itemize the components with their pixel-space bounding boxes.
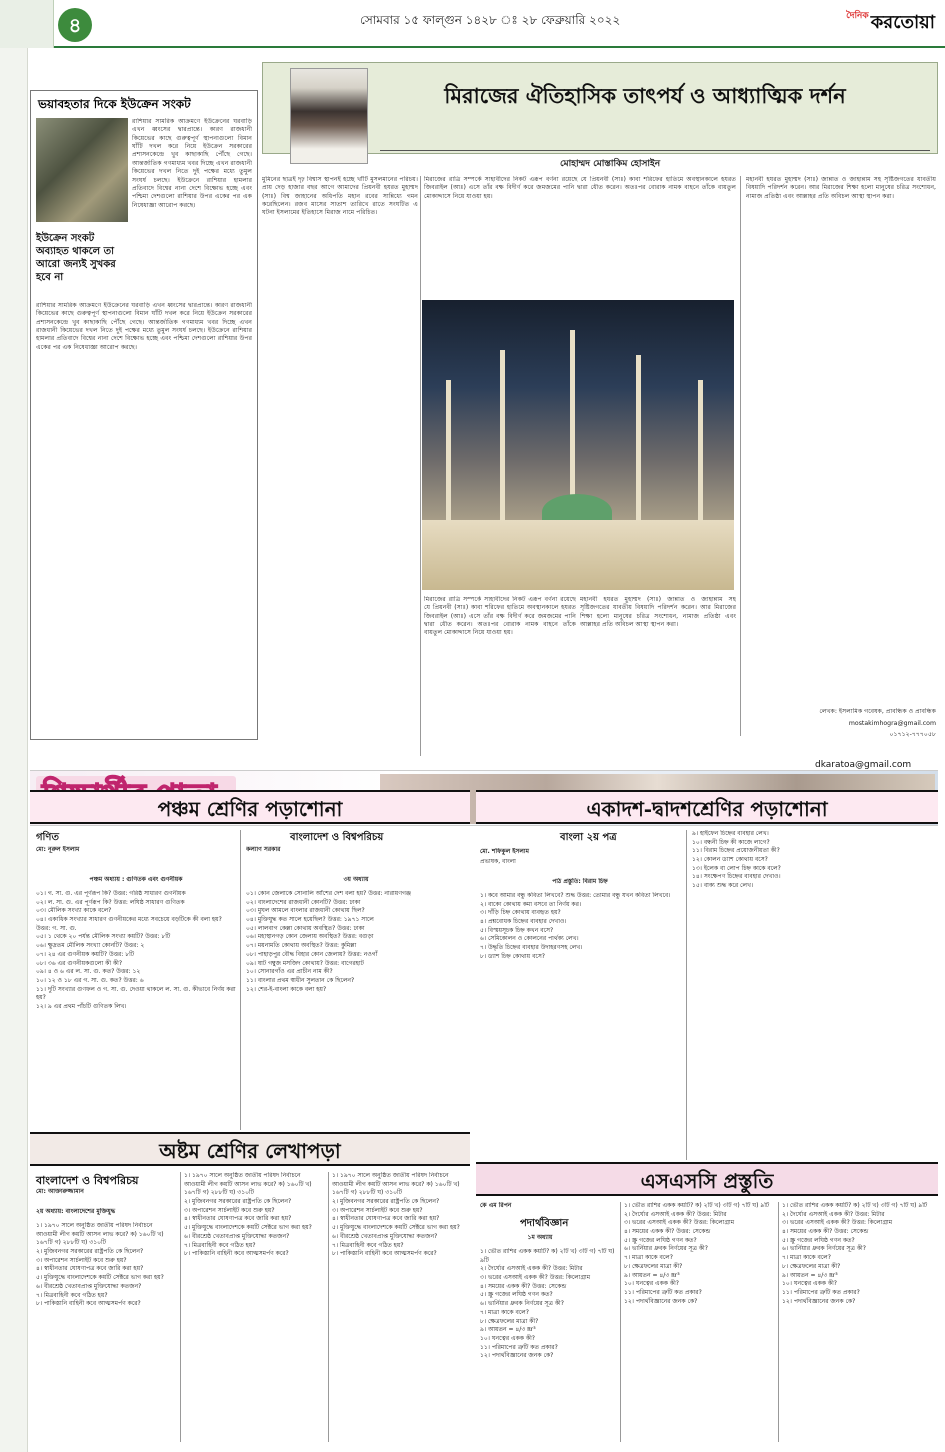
class11-heading: একাদশ-দ্বাদশশ্রেণির পড়াশোনা: [476, 790, 938, 824]
left-margin-stripe: [0, 48, 28, 1452]
col-divider: [686, 830, 687, 1160]
class11-body-left: ১। কবে আমার বন্ধু কবিতা লিখবে? শুদ্ধ উত্তর: তোমার বন্ধু যখন কবিতা লিখবে। ২। বাক্যে কোথায় কমা বসবে তা নির্ণয় কর। ৩। দাঁড়ি চিহ্ন কোথায় ব্যবহৃত হয়? ৪। প্রশ্নবোধক চিহ্নের ব্যবহার দেখাও। ৫। বিস্ময়সূচক চিহ্ন কখন বসে? ৬। সেমিকোলন ও কোলনের পার্থক্য লেখ। ৭। উদ্ধৃতি চিহ্নের ব্যবহার উদাহরণসহ লেখ। ৮। ড্যাশ চিহ্ন কোথায় বসে?: [480, 892, 671, 960]
minaret: [446, 380, 451, 530]
feature-col-2-bottom: মিরাজের রাত্রি সম্পর্কে সাহাবীদের নিকট এরূপ বর্ণনা রয়েছে যে প্রিয়নবী (সাঃ) কাবা শরিফের হাতিমে অবস্থানকালে হযরত জিবরাইল (আঃ) এসে তাঁর বক্ষ বিদীর্ণ করে জমজমের পানি দ্বারা ধৌত করেন। অতঃপর বোরাক নামক বাহনে তাঁকে বায়তুল মোকাদ্দাসে নিয়ে যাওয়া হয়।: [424, 596, 576, 637]
feature-title: মিরাজের ঐতিহাসিক তাৎপর্য ও আধ্যাত্মিক দর্শন: [444, 83, 846, 108]
ssc-questions-2: ১। ভৌত রাশির একক কয়টি? ক) ২টি খ) ৩টি গ) ৭টি ঘ) ৯টি ২। দৈর্ঘ্যের এসআই একক কী? উত্তর: মিটার ৩। ভরের এসআই একক কী? উত্তর: কিলোগ্রাম ৪। সময়ের একক কী? উত্তর: সেকেন্ড ৫। স্ক্রু গজের লঘিষ্ঠ গণন কত? ৬। ভার্নিয়ার ধ্রুবক নির্ণয়ের সূত্র কী? ৭। মাত্রা কাকে বলে? ৮। ক্ষেত্রফলের মাত্রা কী? ৯। আয়তন = ৪/৩ πr³ ১০। ঘনত্বের একক কী? ১১। পরিমাপের ত্রুটি কত প্রকার? ১২। পদার্থবিজ্ঞানের জনক কে?: [624, 1202, 770, 1305]
courtyard: [422, 520, 734, 590]
class8-questions-1: ১। ১৯৭০ সালে অনুষ্ঠিত জাতীয় পরিষদ নির্বাচনে আওয়ামী লীগ কয়টি আসন লাভ করে? ক) ১৬০টি খ) ১৬৭টি গ) ২৮৮টি ঘ) ৩১০টি ২। মুজিবনগর সরকারের রাষ্ট্রপতি কে ছিলেন? ৩। অপারেশন সার্চলাইট কবে শুরু হয়? ৪। স্বাধীনতার ঘোষণাপত্র কবে জারি করা হয়? ৫। মুক্তিযুদ্ধে বাংলাদেশকে কয়টি সেক্টরে ভাগ করা হয়? ৬। বীরশ্রেষ্ঠ খেতাবপ্রাপ্ত মুক্তিযোদ্ধা কতজন? ৭। মিত্রবাহিনী কবে গঠিত হয়? ৮। পাকিস্তানি বাহিনী কবে আত্মসমর্পণ করে?: [36, 1222, 164, 1308]
class5-questions-right: ০১। কোন জেলাকে সোনালি আঁশের দেশ বলা হয়? উত্তর: নারায়ণগঞ্জ ০২। বাংলাদেশের রাজধানী কোনটি? উত্তর: ঢাকা ০৩। মুঘল আমলে বাংলার রাজধানী কোথায় ছিল? ০৪। মুক্তিযুদ্ধ কত সালে হয়েছিল? উত্তর: ১৯৭১ সালে ০৫। লালবাগ কেল্লা কোথায় অবস্থিত? উত্তর: ঢাকা ০৬। মহাস্থানগড় কোন জেলায় অবস্থিত? উত্তর: বগুড়া ০৭। ময়নামতি কোথায় অবস্থিত? উত্তর: কুমিল্লা ০৮। পাহাড়পুর বৌদ্ধ বিহার কোন জেলায়? উত্তর: নওগাঁ ০৯। ষাট গম্বুজ মসজিদ কোথায়? উত্তর: বাগেরহাট ১০। সোনারগাঁও এর প্রাচীন নাম কী? ১১। বাংলার প্রথম স্বাধীন সুলতান কে ছিলেন? ১২। শের-ই-বাংলা কাকে বলা হয়?: [246, 890, 412, 993]
sidebar-body-main: রাশিয়ার সামরিক আক্রমণে ইউক্রেনের ঘরবাড়ি এখন ধ্বংসের দ্বারপ্রান্তে। কারণ রাজধানী কিয়েভের কাছে গুরুত্বপূর্ণ স্থাপনাগুলো বিমান ঘাঁটি দখল করে নিয়ে ইউক্রেন সরকারের প্রশাসনকেন্দ্রে খুব কাছাকাছি পৌঁছে গেছে। আন্তর্জাতিক গণমাধ্যম খবর দিচ্ছে এখন রাজধানী কিয়েভের দখল নিতে দুই পক্ষের মধ্যে তুমুল সংঘর্ষ চলছে। ইউক্রেনে রাশিয়ার হামলার প্রতিবাদে বিশ্বের নানা দেশে বিক্ষোভ হচ্ছে এবং পশ্চিমা দেশগুলো রাশিয়ার উপর একের পর এক নিষেধাজ্ঞা আরোপ করছে।: [36, 302, 252, 351]
author-phone: ০১৭১২-৭৭৭০৫৮: [889, 731, 936, 738]
class5-teacher-left: মো: নূরুল ইসলাম: [36, 846, 80, 853]
feature-col-4: মহানবী হযরত মুহাম্মদ (সাঃ) জান্নাত ও জাহান্নাম সহ সৃষ্টিজগতের যাবতীয় বিষয়াদি পরিদর্শন করেন। আর মিরাজের শিক্ষা হলো মানুষের চরিত্র সংশোধন, নামাজ প্রতিষ্ঠা এবং আল্লাহর প্রতি অবিচল আস্থা স্থাপন করা।: [746, 176, 936, 200]
minaret: [698, 380, 703, 530]
mosque-photo: [422, 300, 734, 590]
author-portrait: [290, 68, 368, 164]
class8-teacher: মো: আক্তারুজ্জামান: [36, 1188, 84, 1195]
side-logo-column: [0, 0, 54, 48]
brand-prefix: দৈনিক: [846, 11, 869, 21]
author-email[interactable]: mostakimhogra@gmail.com: [848, 720, 936, 727]
class11-teacher: মো. শফিকুল ইসলাম: [480, 848, 529, 855]
title-divider: [380, 150, 930, 151]
ssc-heading: এসএসসি প্রস্তুতি: [476, 1162, 938, 1196]
col-divider: [778, 1202, 779, 1442]
class8-lesson: ২য় অধ্যায়: বাংলাদেশের মুক্তিযুদ্ধ: [36, 1208, 116, 1215]
class11-lesson: পাঠ প্রস্তুতি: বিরাম চিহ্ন: [552, 878, 608, 885]
ssc-questions-3: ১। ভৌত রাশির একক কয়টি? ক) ২টি খ) ৩টি গ) ৭টি ঘ) ৯টি ২। দৈর্ঘ্যের এসআই একক কী? উত্তর: মিটার ৩। ভরের এসআই একক কী? উত্তর: কিলোগ্রাম ৪। সময়ের একক কী? উত্তর: সেকেন্ড ৫। স্ক্রু গজের লঘিষ্ঠ গণন কত? ৬। ভার্নিয়ার ধ্রুবক নির্ণয়ের সূত্র কী? ৭। মাত্রা কাকে বলে? ৮। ক্ষেত্রফলের মাত্রা কী? ৯। আয়তন = ৪/৩ πr³ ১০। ঘনত্বের একক কী? ১১। পরিমাপের ত্রুটি কত প্রকার? ১২। পদার্থবিজ্ঞানের জনক কে?: [782, 1202, 928, 1305]
class8-questions-2: ১। ১৯৭০ সালে অনুষ্ঠিত জাতীয় পরিষদ নির্বাচনে আওয়ামী লীগ কয়টি আসন লাভ করে? ক) ১৬০টি খ) ১৬৭টি গ) ২৮৮টি ঘ) ৩১০টি ২। মুজিবনগর সরকারের রাষ্ট্রপতি কে ছিলেন? ৩। অপারেশন সার্চলাইট কবে শুরু হয়? ৪। স্বাধীনতার ঘোষণাপত্র কবে জারি করা হয়? ৫। মুক্তিযুদ্ধে বাংলাদেশকে কয়টি সেক্টরে ভাগ করা হয়? ৬। বীরশ্রেষ্ঠ খেতাবপ্রাপ্ত মুক্তিযোদ্ধা কতজন? ৭। মিত্রবাহিনী কবে গঠিত হয়? ৮। পাকিস্তানি বাহিনী কবে আত্মসমর্পণ করে?: [184, 1172, 312, 1258]
ssc-questions-1: ১। ভৌত রাশির একক কয়টি? ক) ২টি খ) ৩টি গ) ৭টি ঘ) ৯টি ২। দৈর্ঘ্যের এসআই একক কী? উত্তর: মিটার ৩। ভরের এসআই একক কী? উত্তর: কিলোগ্রাম ৪। সময়ের একক কী? উত্তর: সেকেন্ড ৫। স্ক্রু গজের লঘিষ্ঠ গণন কত? ৬। ভার্নিয়ার ধ্রুবক নির্ণয়ের সূত্র কী? ৭। মাত্রা কাকে বলে? ৮। ক্ষেত্রফলের মাত্রা কী? ৯। আয়তন = ৪/৩ πr³ ১০। ঘনত্বের একক কী? ১১। পরিমাপের ত্রুটি কত প্রকার? ১২। পদার্থবিজ্ঞানের জনক কে?: [480, 1248, 615, 1360]
war-photo: [36, 118, 128, 222]
author-note: লেখক: ইসলামিক গবেষক, প্রাবন্ধিক ও প্রাবন্ধিক: [819, 708, 936, 715]
dateline: সোমবার ১৫ ফাল্গুন ১৪২৮ ঃ ২৮ ফেব্রুয়ারি ২০২২: [360, 13, 621, 27]
class11-body-right: ৯। হাইফেন চিহ্নের ব্যবহার লেখ। ১০। বন্ধনী চিহ্ন কী কাজে লাগে? ১১। বিরাম চিহ্নের প্রয়োজনীয়তা কী? ১২। কোলন ড্যাশ কোথায় বসে? ১৩। ইলেক বা লোপ চিহ্ন কাকে বলে? ১৪। সংক্ষেপণ চিহ্নের ব্যবহার দেখাও। ১৫। বাক্য শুদ্ধ করে লেখ।: [692, 830, 781, 890]
col-divider: [328, 1172, 329, 1442]
sidebar-body-top: রাশিয়ার সামরিক আক্রমণে ইউক্রেনের ঘরবাড়ি এখন ধ্বংসের দ্বারপ্রান্তে। কারণ রাজধানী কিয়েভের কাছে গুরুত্বপূর্ণ স্থাপনাগুলো বিমান ঘাঁটি দখল করে নিয়ে ইউক্রেন সরকারের প্রশাসনকেন্দ্রে খুব কাছাকাছি পৌঁছে গেছে। আন্তর্জাতিক গণমাধ্যম খবর দিচ্ছে এখন রাজধানী কিয়েভের দখল নিতে দুই পক্ষের মধ্যে তুমুল সংঘর্ষ চলছে। ইউক্রেনে রাশিয়ার হামলার প্রতিবাদে বিশ্বের নানা দেশে বিক্ষোভ হচ্ছে এবং পশ্চিমা দেশগুলো রাশিয়ার উপর একের পর এক নিষেধাজ্ঞা আরোপ করছে।: [132, 118, 252, 209]
ssc-subject: পদার্থবিজ্ঞান: [520, 1218, 569, 1229]
page-number: ৪: [58, 8, 92, 42]
class5-teacher-right: কল্যাণ সরকার: [246, 846, 281, 853]
newspaper-brand[interactable]: [846, 8, 935, 39]
class11-subject: বাংলা ২য় পত্র: [560, 832, 617, 843]
masthead: [0, 0, 945, 48]
col-divider: [180, 1172, 181, 1442]
brand-name: করতোয়া: [870, 12, 935, 33]
class8-questions-3: ১। ১৯৭০ সালে অনুষ্ঠিত জাতীয় পরিষদ নির্বাচনে আওয়ামী লীগ কয়টি আসন লাভ করে? ক) ১৬০টি খ) ১৬৭টি গ) ২৮৮টি ঘ) ৩১০টি ২। মুজিবনগর সরকারের রাষ্ট্রপতি কে ছিলেন? ৩। অপারেশন সার্চলাইট কবে শুরু হয়? ৪। স্বাধীনতার ঘোষণাপত্র কবে জারি করা হয়? ৫। মুক্তিযুদ্ধে বাংলাদেশকে কয়টি সেক্টরে ভাগ করা হয়? ৬। বীরশ্রেষ্ঠ খেতাবপ্রাপ্ত মুক্তিযোদ্ধা কতজন? ৭। মিত্রবাহিনী কবে গঠিত হয়? ৮। পাকিস্তানি বাহিনী কবে আত্মসমর্পণ করে?: [332, 1172, 460, 1258]
class5-lesson-left: পঞ্চম অধ্যায় : গুণিতক এবং গুণনীয়ক: [89, 876, 183, 883]
sidebar-caption: ইউক্রেন সংকট অব্যাহত থাকলে তা আরো জন্যই সুখকর হবে না: [36, 233, 116, 283]
col-divider: [740, 176, 741, 736]
col-divider: [620, 1202, 621, 1442]
minaret: [636, 355, 641, 530]
feature-col-2-top: মিরাজের রাত্রি সম্পর্কে সাহাবীদের নিকট এরূপ বর্ণনা রয়েছে যে প্রিয়নবী (সাঃ) কাবা শরিফের হাতিমে অবস্থানকালে হযরত জিবরাইল (আঃ) এসে তাঁর বক্ষ বিদীর্ণ করে জমজমের পানি দ্বারা ধৌত করেন। অতঃপর বোরাক নামক বাহনে তাঁকে বায়তুল মোকাদ্দাসে নিয়ে যাওয়া হয়।: [424, 176, 736, 200]
class5-subject-left: গণিত: [36, 832, 59, 843]
feature-col-3-bottom: মহানবী হযরত মুহাম্মদ (সাঃ) জান্নাত ও জাহান্নাম সহ সৃষ্টিজগতের যাবতীয় বিষয়াদি পরিদর্শন করেন। আর মিরাজের শিক্ষা হলো মানুষের চরিত্র সংশোধন, নামাজ প্রতিষ্ঠা এবং আল্লাহর প্রতি অবিচল আস্থা স্থাপন করা।: [580, 596, 736, 629]
sidebar-story-title: ভয়াবহতার দিকে ইউক্রেন সংকট: [38, 97, 191, 111]
minaret: [500, 350, 505, 530]
class5-chapter-right: ৩য় অধ্যায়: [343, 876, 369, 883]
contact-email[interactable]: dkaratoa@gmail.com: [815, 760, 912, 770]
col-divider: [240, 830, 241, 1130]
col-divider: [420, 176, 421, 756]
ssc-teacher: কে এম রিপন: [480, 1202, 512, 1209]
class8-heading: অষ্টম শ্রেণির লেখাপড়া: [30, 1132, 470, 1166]
class5-questions-left: ০১। গ. সা. গু. এর পূর্ণরূপ কি? উত্তর: গরিষ্ঠ সাধারণ গুণনীয়ক ০২। ল. সা. গু. এর পূর্ণরূপ কি? উত্তর: লঘিষ্ঠ সাধারণ গুণিতক ০৩। মৌলিক সংখ্যা কাকে বলে? ০৪। একাধিক সংখ্যার সাধারণ গুণনীয়কের মধ্যে সবচেয়ে বড়টিকে কী বলা হয়? উত্তর: গ. সা. গু. ০৫। ১ থেকে ২০ পর্যন্ত মৌলিক সংখ্যা কয়টি? উত্তর: ৮টি ০৬। ক্ষুদ্রতম মৌলিক সংখ্যা কোনটি? উত্তর: ২ ০৭। ২৪ এর গুণনীয়ক কয়টি? উত্তর: ৮টি ০৮। ৩৬ এর গুণনীয়কগুলো কী কী? ০৯। ৪ ও ৬ এর ল. সা. গু. কত? উত্তর: ১২ ১০। ১২ ও ১৮ এর গ. সা. গু. কত? উত্তর: ৬ ১১। দুটি সংখ্যার গুণফল ও গ. সা. গু. দেওয়া থাকলে ল. সা. গু. কীভাবে নির্ণয় করা হয়? ১২। ৯ এর প্রথম পাঁচটি গুণিতক লিখ।: [36, 890, 236, 1010]
class8-subject: বাংলাদেশ ও বিশ্বপরিচয়: [36, 1174, 139, 1187]
class5-heading: পঞ্চম শ্রেণির পড়াশোনা: [30, 790, 470, 824]
feature-byline: মোহাম্মদ মোস্তাকিম হোসাইন: [560, 159, 661, 169]
ssc-lesson: ১ম অধ্যায়: [527, 1234, 553, 1241]
class5-subject-right: বাংলাদেশ ও বিশ্বপরিচয়: [290, 832, 384, 843]
feature-col-1: মুমিনের ছাত্রই দৃঢ় বিশ্বাস স্থাপনই হচ্ছে খাঁটি মুসলমানের পরিচয়। প্রায় দেড় হাজার বছর আগে আমাদের প্রিয়নবী হযরত মুহাম্মদ (সাঃ) বিশ্ব জাহানের অধিপতি মহান রবের সান্নিধ্যে গমন করেছিলেন। রজব মাসের সাতাশ তারিখে রাতে সংঘটিত এ ঘটনা ইসলামের ইতিহাসে মিরাজ নামে পরিচিত।: [262, 176, 418, 217]
class11-teacher-role: প্রভাষক, বাংলা: [480, 858, 516, 865]
